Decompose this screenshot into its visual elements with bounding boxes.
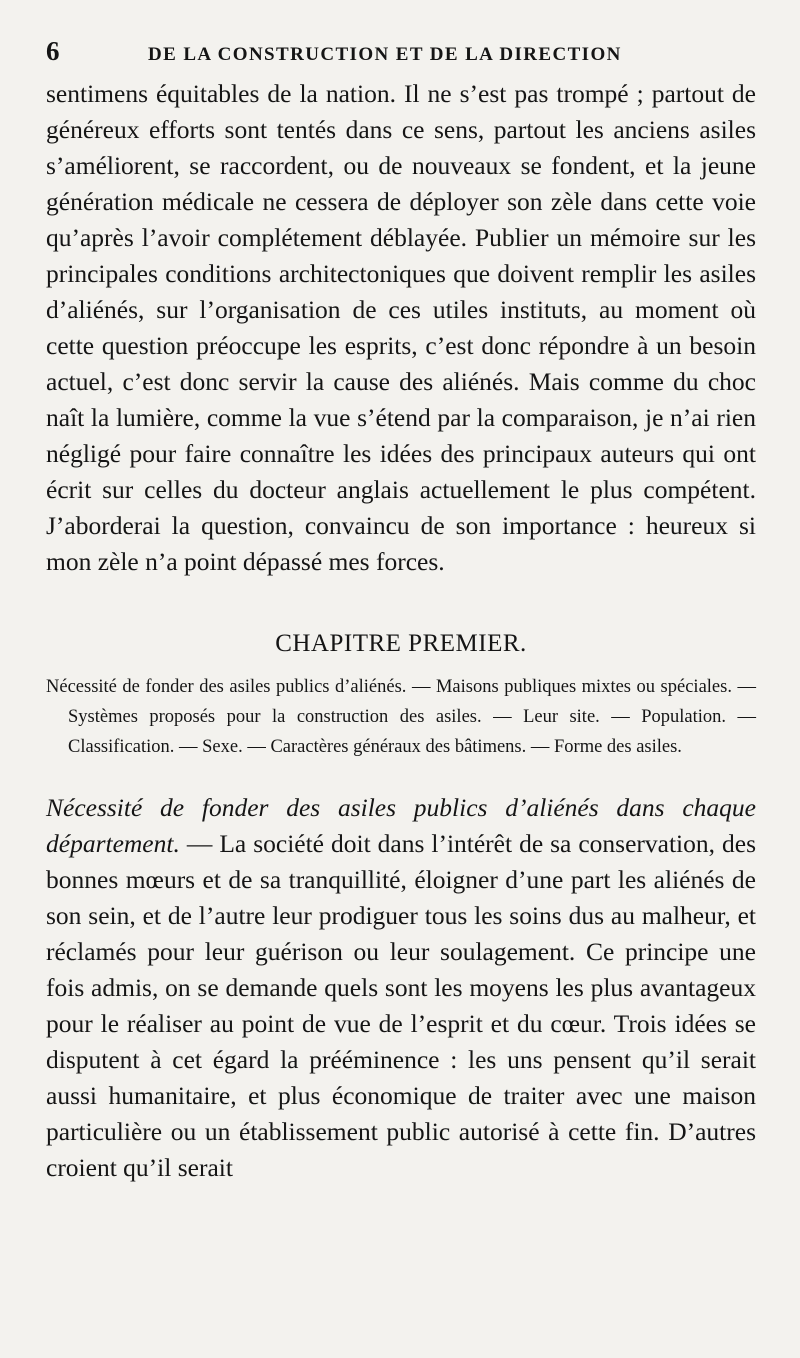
chapter-summary: Nécessité de fonder des asiles publics d’aliénés. — Maisons publiques mixtes ou spéciales. — Systèmes proposés pour la construction des asiles. — Leur site. — Population. — Classification. — Sexe. — Caractères généraux des bâtimens. — Forme des asiles. — [46, 677, 756, 757]
intro-paragraph: sentimens équitables de la nation. Il ne s’est pas trompé ; partout de généreux efforts sont tentés dans ce sens, partout les anciens asiles s’améliorent, se raccordent, ou de nouveaux se fondent, et la jeune génération médicale ne cessera de déployer son zèle dans cette voie qu’après l’avoir complétement déblayée. Publier un mémoire sur les principales conditions architectoniques que doivent remplir les asiles d’aliénés, sur l’organisation de ces utiles instituts, au moment où cette question préoccupe les esprits, c’est donc répondre à un besoin actuel, c’est donc servir la cause des aliénés. Mais comme du choc naît la lumière, comme la vue s’étend par la comparaison, je n’ai rien négligé pour faire connaître les idées des principaux auteurs qui ont écrit sur celles du docteur anglais actuellement le plus compétent. J’aborderai la question, convaincu de son importance : heureux si mon zèle n’a point dépassé mes forces. — [46, 79, 756, 576]
section-body: — La société doit dans l’intérêt de sa conservation, des bonnes mœurs et de sa tranquillité, éloigner d’une part les aliénés de son sein, et de l’autre leur prodiguer tous les soins dus au malheur, et réclamés pour leur guérison ou leur soulagement. Ce principe une fois admis, on se demande quels sont les moyens les plus avantageux pour le réaliser au point de vue de l’esprit et du cœur. Trois idées se disputent à cet égard la prééminence : les uns pensent qu’il serait aussi humanitaire, et plus économique de traiter avec une maison particulière ou un établissement public autorisé à cette fin. D’autres croient qu’il serait — [46, 829, 756, 1182]
page-number: 6 — [46, 36, 60, 66]
section-paragraph — [46, 790, 756, 1186]
running-title: DE LA CONSTRUCTION ET DE LA DIRECTION — [148, 44, 622, 65]
running-head — [46, 32, 756, 76]
section-title: Nécessité de fonder des asiles publics d’aliénés dans chaque département. — [46, 793, 756, 858]
intro-text — [46, 76, 756, 580]
chapter-title: CHAPITRE PREMIER. — [275, 630, 527, 657]
